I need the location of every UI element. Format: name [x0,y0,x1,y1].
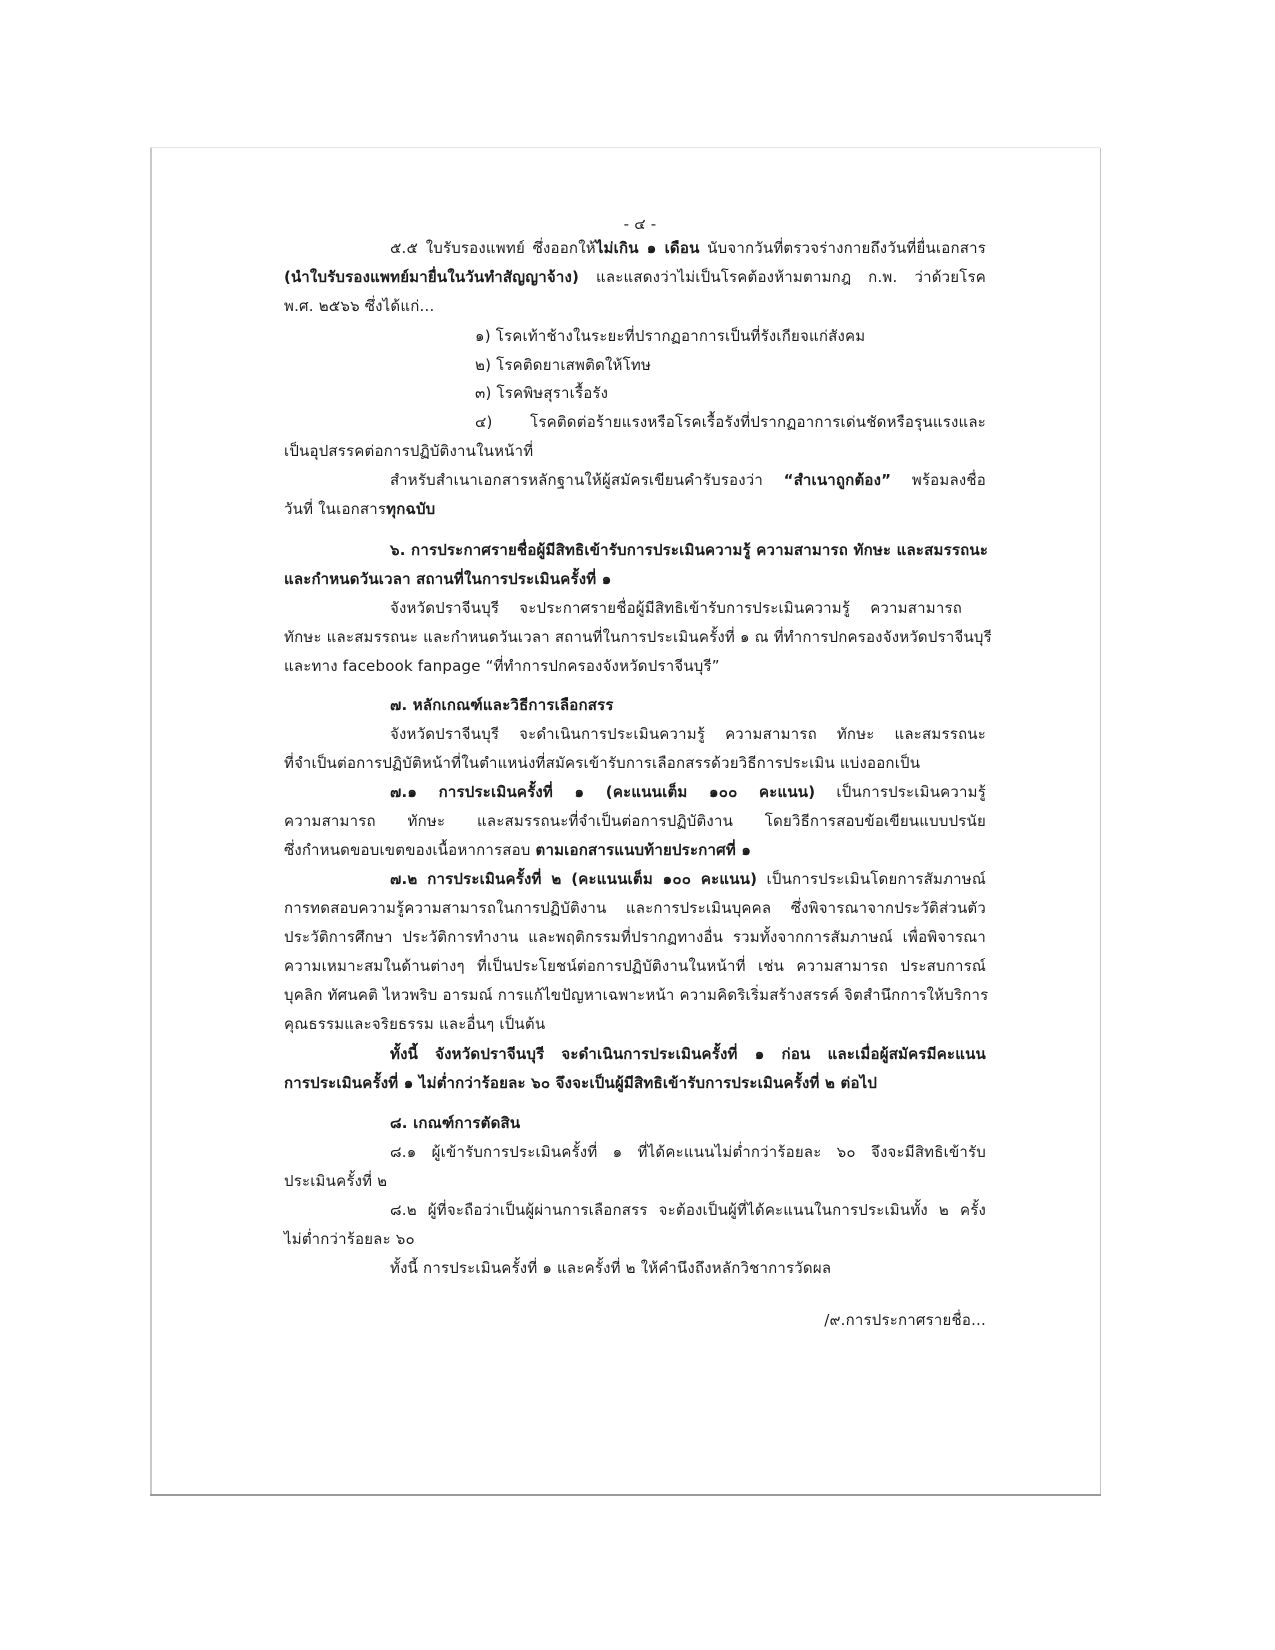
emphasis: ทุกฉบับ [386,500,436,518]
text: และแสดงว่าไม่เป็นโรคต้องห้ามตามกฎ ก.พ. ว่าด้วยโรค [579,268,986,286]
criteria-1-line-2: ประเมินครั้งที่ ๒ [284,1172,388,1190]
section-7-heading: ๗. หลักเกณฑ์และวิธีการเลือกสรร [390,696,614,714]
text: วันที่ ในเอกสาร [284,500,387,518]
text: เป็นการประเมินโดยการสัมภาษณ์ [757,870,986,888]
section-7-note-2: การประเมินครั้งที่ ๑ ไม่ต่ำกว่าร้อยละ ๖๐ จึงจะเป็นผู้มีสิทธิเข้ารับการประเมินครั้งที่ ๒ ต่อไป [284,1074,878,1092]
assessment-1-line-3 [284,839,751,861]
assessment-2-line-6: คุณธรรมและจริยธรรม และอื่นๆ เป็นต้น [284,1015,546,1033]
copy-cert-line-1 [390,469,986,491]
assessment-1-line-2: ความสามารถ ทักษะ และสมรรถนะที่จำเป็นต่อการปฏิบัติงาน โดยวิธีการสอบข้อเขียนแบบปรนัย [284,812,986,830]
section-7-body-1: จังหวัดปราจีนบุรี จะดำเนินการประเมินความรู้ ความสามารถ ทักษะ และสมรรถนะ [390,725,986,743]
text: พร้อมลงชื่อ [891,471,986,489]
copy-cert-line-2 [284,498,435,520]
criteria-1-line-1: ๘.๑ ผู้เข้ารับการประเมินครั้งที่ ๑ ที่ได้คะแนนไม่ต่ำกว่าร้อยละ ๖๐ จึงจะมีสิทธิเข้ารับ [390,1143,986,1161]
page-border-right [1100,148,1101,1495]
assessment-2-line-5: บุคลิก ทัศนคติ ไหวพริบ อารมณ์ การแก้ไขปัญหาเฉพาะหน้า ความคิดริเริ่มสร้างสรรค์ จิตสำนึกการให้บริการ [284,986,989,1004]
section-6-body-1: จังหวัดปราจีนบุรี จะประกาศรายชื่อผู้มีสิทธิเข้ารับการประเมินความรู้ ความสามารถ [390,599,962,617]
section-6-heading: ๖. การประกาศรายชื่อผู้มีสิทธิเข้ารับการประเมินความรู้ ความสามารถ ทักษะ และสมรรถนะ [390,541,989,559]
section-6-body-3: และทาง facebook fanpage “ที่ทำการปกครองจังหวัดปราจีนบุรี” [284,657,720,675]
text: ๕.๕ ใบรับรองแพทย์ ซึ่งออกให้ [390,239,596,257]
text: เป็นการประเมินความรู้ [815,783,987,801]
assessment-1-line-1 [390,781,986,803]
section-7-body-2: ที่จำเป็นต่อการปฏิบัติหน้าที่ในตำแหน่งที่สมัครเข้ารับการเลือกสรรด้วยวิธีการประเมิน แบ่งออกเป็น [284,754,921,772]
assessment-2-line-4: ความเหมาะสมในด้านต่างๆ ที่เป็นประโยชน์ต่อการปฏิบัติงานในหน้าที่ เช่น ความสามารถ ประสบการณ์ [284,957,986,975]
continuation-note: /๙.การประกาศรายชื่อ... [824,1311,986,1329]
page-number: - ๔ - [623,215,657,233]
assessment-2-line-3: ประวัติการศึกษา ประวัติการทำงาน และพฤติกรรมที่ปรากฏทางอื่น รวมทั้งจากการสัมภาษณ์ เพื่อพิจารณา [284,928,986,946]
disease-item-4-cont: เป็นอุปสรรคต่อการปฏิบัติงานในหน้าที่ [284,442,534,460]
assessment-2-line-1 [390,868,986,890]
page-border-bottom [150,1494,1101,1496]
emphasis: “สำเนาถูกต้อง” [783,471,892,489]
emphasis: ๗.๑ การประเมินครั้งที่ ๑ (คะแนนเต็ม ๑๐๐ คะแนน) [390,783,816,801]
text: ซึ่งกำหนดขอบเขตของเนื้อหาการสอบ [284,841,536,859]
text: สำหรับสำเนาเอกสารหลักฐานให้ผู้สมัครเขียนคำรับรองว่า [390,471,784,489]
emphasis: ตามเอกสารแนบท้ายประกาศที่ ๑ [535,841,752,859]
disease-item-4: ๔) โรคติดต่อร้ายแรงหรือโรคเรื้อรังที่ปรากฏอาการเด่นชัดหรือรุนแรงและ [475,413,986,431]
section-8-note: ทั้งนี้ การประเมินครั้งที่ ๑ และครั้งที่ ๒ ให้คำนึงถึงหลักวิชาการวัดผล [390,1259,832,1277]
disease-item-2: ๒) โรคติดยาเสพติดให้โทษ [475,356,652,374]
section-6-heading-cont: และกำหนดวันเวลา สถานที่ในการประเมินครั้งที่ ๑ [284,570,612,588]
medical-cert-line-2 [284,266,986,288]
emphasis: ๗.๒ การประเมินครั้งที่ ๒ (คะแนนเต็ม ๑๐๐ คะแนน) [390,870,758,888]
criteria-2-line-2: ไม่ต่ำกว่าร้อยละ ๖๐ [284,1230,415,1248]
page-border-left [150,148,152,1495]
medical-cert-line-3: พ.ศ. ๒๕๖๖ ซึ่งได้แก่... [284,297,435,315]
medical-cert-line-1 [390,237,986,259]
section-7-note-1: ทั้งนี้ จังหวัดปราจีนบุรี จะดำเนินการประเมินครั้งที่ ๑ ก่อน และเมื่อผู้สมัครมีคะแนน [390,1045,986,1063]
page-border-top [150,147,1100,148]
disease-item-3: ๓) โรคพิษสุราเรื้อรัง [475,384,609,402]
section-6-body-2: ทักษะ และสมรรถนะ และกำหนดวันเวลา สถานที่ในการประเมินครั้งที่ ๑ ณ ที่ทำการปกครองจังหวัดปราจีนบุรี [284,628,992,646]
emphasis: (นำใบรับรองแพทย์มายื่นในวันทำสัญญาจ้าง) [284,268,580,286]
criteria-2-line-1: ๘.๒ ผู้ที่จะถือว่าเป็นผู้ผ่านการเลือกสรร จะต้องเป็นผู้ที่ได้คะแนนในการประเมินทั้ง ๒ ครั้ง [390,1201,986,1219]
disease-item-1: ๑) โรคเท้าช้างในระยะที่ปรากฏอาการเป็นที่รังเกียจแก่สังคม [475,327,866,345]
emphasis: ไม่เกิน ๑ เดือน [595,239,700,257]
text: นับจากวันที่ตรวจร่างกายถึงวันที่ยื่นเอกสาร [699,239,986,257]
assessment-2-line-2: การทดสอบความรู้ความสามารถในการปฏิบัติงาน และการประเมินบุคคล ซึ่งพิจารณาจากประวัติส่วนตัว [284,899,986,917]
section-8-heading: ๘. เกณฑ์การตัดสิน [390,1114,521,1132]
